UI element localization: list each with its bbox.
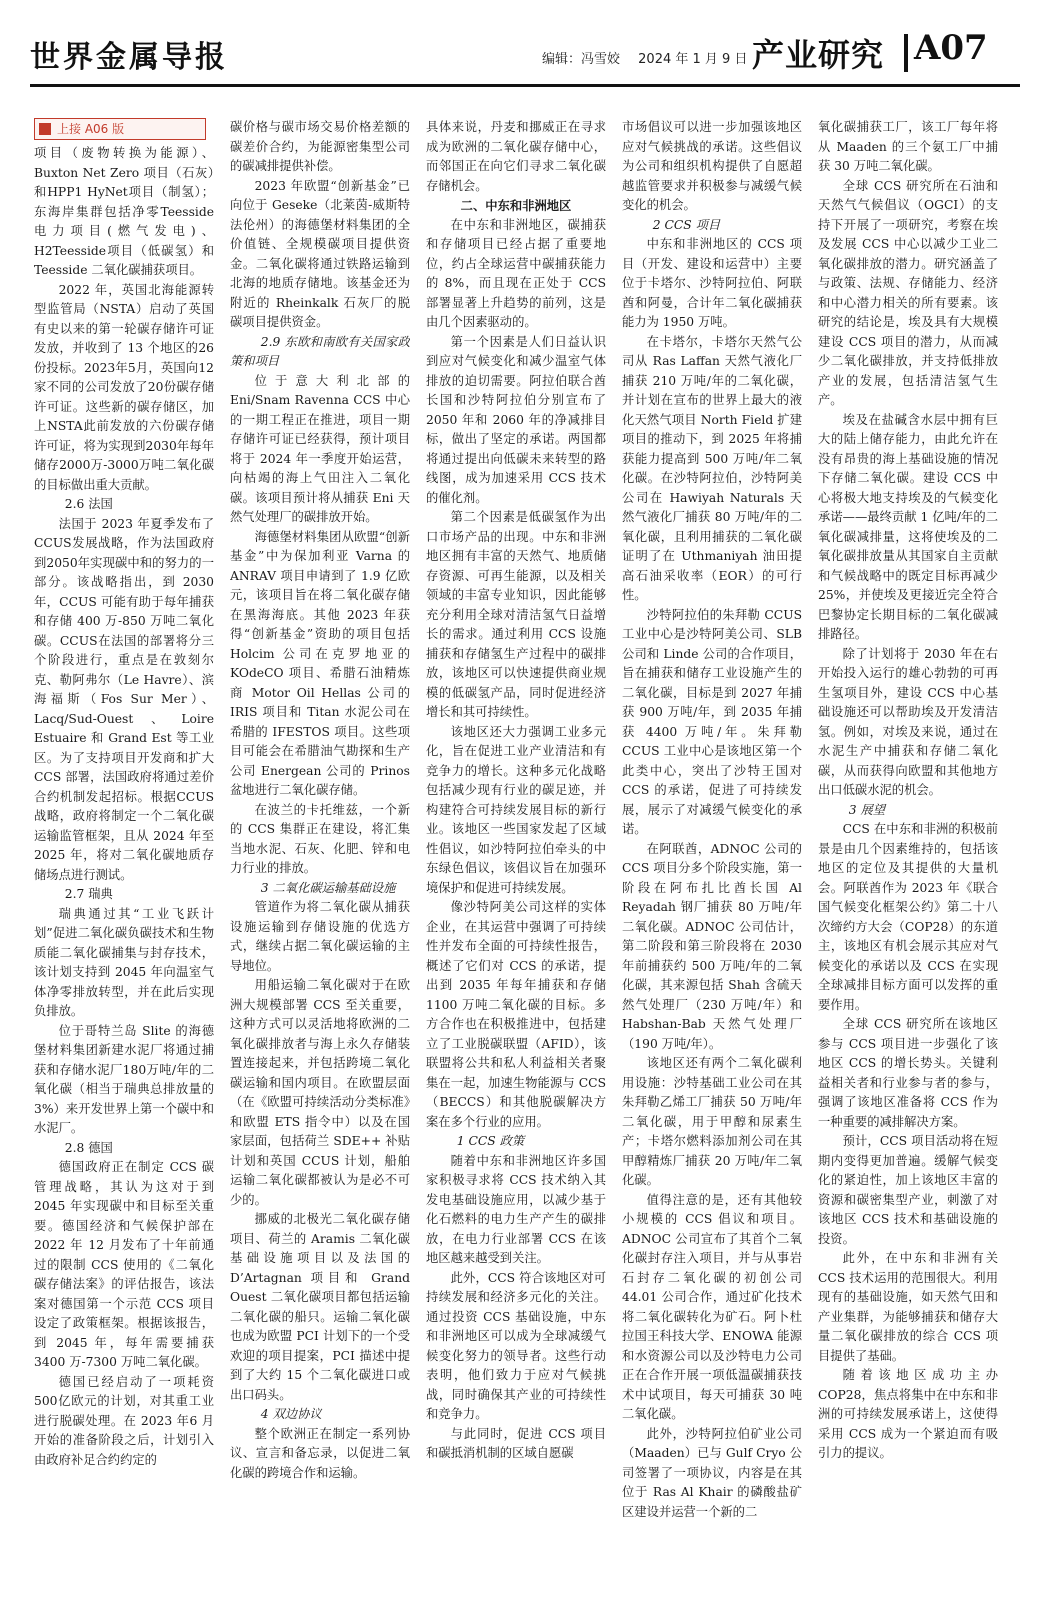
editor-name: 编辑：冯雪姣 [542, 52, 621, 67]
paragraph: 德国政府正在制定 CCS 碳管理战略，其认为这对于到 2045 年实现碳中和目标至关重要。德国经济和气候保护部在 2022 年 12 月发布了十年前通过的限制 CCS 使用的《二氧化碳存储法案》的评估报告，该法案对德国第一个示范 CCS 项目设定了政策框架。根据该报告，到 2045 年，每年需要捕获 3400 万-7300 万吨二氧化碳。 [34, 1160, 214, 1369]
paragraph: 该地区还大力强调工业多元化，旨在促进工业产业清洁和有竞争力的增长。这种多元化战略包括减少现有行业的碳足迹，并构建符合可持续发展目标的新行业。该地区一些国家发起了区域性倡议，如沙特阿拉伯牵头的中东绿色倡议，该倡议旨在加强环境保护和促进可持续发展。 [426, 724, 606, 895]
paragraph: 此外，在中东和非洲有关 CCS 技术运用的范围很大。利用现有的基础设施，如天然气田和产业集群，为能够捕获和储存大量二氧化碳排放的综合 CCS 项目提供了基础。 [818, 1251, 998, 1363]
paragraph: 整个欧洲正在制定一系列协议、宣言和备忘录，以促进二氧化碳的跨境合作和运输。 [230, 1426, 410, 1480]
column-3 [426, 118, 606, 1578]
paragraph: 瑞典通过其“工业飞跃计划”促进二氧化碳负碳技术和生物质能二氧化碳捕集与封存技术，该计划支持到 2045 年向温室气体净零排放转型，并在此后实现负排放。 [34, 906, 214, 1018]
paragraph: 德国已经启动了一项耗资500亿欧元的计划，对其重工业进行脱碳处理。在 2023 年6 月开始的准备阶段之后，计划引入由政府补足合约约定的 [34, 1374, 214, 1467]
column-1 [34, 118, 214, 1578]
newspaper-logo: 世界金属导报 [30, 40, 228, 75]
paragraph: 位于意大利北部的 Eni/Snam Ravenna CCS 中心的一期工程正在推进，项目一期存储许可证已经获得，预计项目将于 2024 年一季度开始运营，向枯竭的海上气田注入二氧化碳。该项目预计将从捕获 Eni 天然气处理厂的碳排放开始。 [230, 373, 410, 524]
paragraph: 位于哥特兰岛 Slite 的海德堡材料集团新建水泥厂将通过捕获和存储水泥厂180万吨/年的二氧化碳（相当于瑞典总排放量的3%）来开发世界上第一个碳中和水泥厂。 [34, 1023, 214, 1135]
paragraph: 挪威的北极光二氧化碳存储项目、荷兰的 Aramis 二氧化碳基础设施项目以及法国的 D’Artagnan 项目和 Grand Ouest 二氧化碳项目都包括运输二氧化碳的船只。运输二氧化碳也成为欧盟 PCI 计划下的一个受欢迎的项目提案，PCI 描述中提到了大约 15 个二氧化碳进口或出口码头。 [230, 1212, 410, 1402]
paragraph: 与此同时，促进 CCS 项目和碳抵消机制的区域自愿碳 [426, 1426, 606, 1460]
paragraph: 值得注意的是，还有其他较小规模的 CCS 倡议和项目。ADNOC 公司宣布了其首个二氧化碳封存注入项目，并与从事岩石封存二氧化碳的初创公司 44.01 公司合作，通过矿化技术将二氧化碳转化为矿石。阿卜杜拉国王科技大学、ENOWA 能源和水资源公司以及沙特电力公司正在合作开展一项低温碳捕获技术中试项目，每天可捕获 30 吨二氧化碳。 [622, 1192, 802, 1421]
section-heading: 2.8 德国 [64, 1140, 113, 1155]
paragraph: 法国于 2023 年夏季发布了CCUS发展战略，作为法国政府到2050年实现碳中和的努力的一部分。该战略指出，到 2030 年，CCUS 可能有助于每年捕获和存储 400 万-850 万吨二氧化碳。CCUS在法国的部署将分三个阶段进行，重点是在敦刻尔克、勒阿弗尔（Le Havre）、滨海福斯（Fos Sur Mer）、Lacq/Sud-Ouest、Loire Estuaire 和 Grand Est 等工业区。为了支持项目开发商和扩大 CCS 部署，法国政府将通过差价合约机制发起招标。根据CCUS战略，政府将制定一个二氧化碳运输监管框架，且从 2024 年至2025 年，将对二氧化碳地质存储场点进行测试。 [34, 516, 214, 882]
paragraph: 具体来说，丹麦和挪威正在寻求成为欧洲的二氧化碳存储中心，而邻国正在向它们寻求二氧化碳存储机会。 [426, 120, 606, 193]
paragraph: 第二个因素是低碳氢作为出口市场产品的出现。中东和非洲地区拥有丰富的天然气、地质储存资源、可再生能源，以及相关领域的丰富专业知识，因此能够充分利用全球对清洁氢气日益增长的需求。通过利用 CCS 设施捕获和存储氢生产过程中的碳排放，该地区可以快速提供商业规模的低碳氢产品，同时促进经济增长和其可持续性。 [426, 510, 606, 719]
paragraph: 该地区还有两个二氧化碳利用设施：沙特基础工业公司在其朱拜勒乙烯工厂捕获 50 万吨/年二氧化碳，用于甲醇和尿素生产；卡塔尔燃料添加剂公司在其甲醇精炼厂捕获 20 万吨/年二氧化碳。 [622, 1056, 802, 1187]
paragraph: 此外，沙特阿拉伯矿业公司（Maaden）已与 Gulf Cryo 公司签署了一项协议，内容是在其位于 Ras Al Khair 的磷酸盐矿区建设并运营一个新的二 [622, 1426, 802, 1519]
paragraph: 此外，CCS 符合该地区对可持续发展和经济多元化的关注。通过投资 CCS 基础设施，中东和非洲地区可以成为全球减缓气候变化努力的领导者。这些行动表明，他们致力于应对气候挑战，同时确保其产业的可持续性和竞争力。 [426, 1270, 606, 1421]
paragraph: 全球 CCS 研究所在该地区参与 CCS 项目进一步强化了该地区 CCS 的增长势头。关键利益相关者和行业参与者的参与，强调了该地区准备将 CCS 作为一种重要的减排解决方案。 [818, 1017, 998, 1129]
section-heading: 2.9 东欧和南欧有关国家政策和项目 [230, 334, 410, 368]
continued-from-tag[interactable] [34, 118, 206, 140]
paragraph: 随着中东和非洲地区许多国家积极寻求将 CCS 技术纳入其发电基础设施应用，以减少基于化石燃料的电力生产产生的碳排放，在电力行业部署 CCS 在该地区越来越受到关注。 [426, 1153, 606, 1265]
paragraph: 2022 年，英国北海能源转型监管局（NSTA）启动了英国有史以来的第一轮碳存储许可证发放，并收到了 13 个地区的26份投标。2023年5月，英国向12家不同的公司发放了20份碳存储许可证。这些新的碳存储区，加上NSTA此前发放的六份碳存储许可证，将为实现到2030年每年储存2000万-3000万吨二氧化碳的目标做出重大贡献。 [34, 282, 214, 492]
editor-line [542, 48, 761, 67]
paragraph: 碳价格与碳市场交易价格差额的碳差价合约，为能源密集型公司的碳减排提供补偿。 [230, 120, 410, 173]
section-heading: 4 双边协议 [260, 1407, 322, 1421]
paragraph: 氧化碳捕获工厂，该工厂每年将从 Maaden 的三个氨工厂中捕获 30 万吨二氧化碳。 [818, 120, 998, 173]
section-heading: 1 CCS 政策 [456, 1134, 525, 1148]
section-heading: 2.6 法国 [64, 497, 113, 511]
continued-marker-icon [39, 123, 51, 135]
paragraph: 项目（废物转换为能源）、Buxton Net Zero 项目（石灰）和HPP1 HyNet项目（制氢）；东海岸集群包括净零Teesside 电力项目(燃气发电)、H2Teesside项目（低碳氢）和Teesside 二氧化碳捕获项目。 [34, 146, 214, 277]
paragraph: 2023 年欧盟“创新基金”已向位于 Geseke（北莱茵-威斯特法伦州）的海德堡材料集团的全价值链、全规模碳项目提供资金。二氧化碳将通过铁路运输到北海的地质存储地。该基金还为附近的 Rheinkalk 石灰厂的脱碳项目提供资金。 [230, 178, 410, 329]
continued-from-label: 上接 A06 版 [57, 122, 125, 136]
issue-date: 2024 年 1 月 9 日 [638, 52, 748, 67]
paragraph: 预计，CCS 项目活动将在短期内变得更加普遍。缓解气候变化的紧迫性，加上该地区丰富的资源和碳密集型产业，刺激了对该地区 CCS 技术和基础设施的投资。 [818, 1134, 998, 1246]
paragraph: 在卡塔尔，卡塔尔天然气公司从 Ras Laffan 天然气液化厂捕获 210 万吨/年的二氧化碳，并计划在宣布的世界上最大的液化天然气项目 North Field 扩建项目的推动下，到 2025 年将捕获能力提高到 500 万吨/年二氧化碳。在沙特阿拉伯，沙特阿美公司在 Hawiyah Naturals 天然气液化厂捕获 80 万吨/年的二氧化碳，且利用捕获的二氧化碳证明了在 Uthmaniyah 油田提高石油采收率（EOR）的可行性。 [622, 334, 802, 602]
paragraph: 管道作为将二氧化碳从捕获设施运输到存储设施的优选方式，继续占据二氧化碳运输的主导地位。 [230, 900, 410, 973]
column-5 [818, 118, 998, 1578]
paragraph: 在中东和非洲地区，碳捕获和存储项目已经占据了重要地位，约占全球运营中碳捕获能力的 8%，而且现在正处于 CCS 部署显著上升趋势的前列，这是由几个因素驱动的。 [426, 217, 606, 329]
column-4 [622, 118, 802, 1578]
paragraph: 像沙特阿美公司这样的实体企业，在其运营中强调了可持续性并发布全面的可持续性报告，概述了它们对 CCS 的承诺，提出到 2035 年每年捕获和存储 1100 万吨二氧化碳的目标。多方合作也在积极推进中，包括建立了工业脱碳联盟（AFID），该联盟将公共和私人利益相关者聚集在一起，加速生物能源与 CCS（BECCS）和其他脱碳解决方案在多个行业的应用。 [426, 900, 606, 1129]
column-2 [230, 118, 410, 1578]
masthead-divider [904, 34, 908, 72]
section-heading: 3 二氧化碳运输基础设施 [260, 880, 396, 895]
paragraph: 海德堡材料集团从欧盟“创新基金”中为保加利亚 Varna 的 ANRAV 项目申请到了 1.9 亿欧元，该项目旨在将二氧化碳存储在黑海海底。其他 2023 年获得“创新基金”资助的项目包括 Holcim 公司在克罗地亚的 KOdeCO 项目、希腊石油精炼商 Motor Oil Hellas 公司的 IRIS 项目和 Titan 水泥公司在希腊的 IFESTOS 项目。这些项目可能会在希腊油气勘探和生产公司 Energean 公司的 Prinos 盆地进行二氧化碳存储。 [230, 529, 410, 797]
article-body [30, 118, 1020, 1578]
section-heading: 3 展望 [848, 802, 886, 817]
paragraph: 市场倡议可以进一步加强该地区应对气候挑战的承诺。这些倡议为公司和组织机构提供了自愿超越监管要求并积极参与减缓气候变化的机会。 [622, 120, 802, 212]
masthead [30, 28, 1020, 78]
section-title: 产业研究 [752, 36, 885, 74]
section-heading: 2 CCS 项目 [652, 217, 721, 232]
paragraph: 中东和非洲地区的 CCS 项目（开发、建设和运营中）主要位于卡塔尔、沙特阿拉伯、阿联酋和阿曼，合计年二氧化碳捕获能力为 1950 万吨。 [622, 237, 802, 329]
paragraph: 第一个因素是人们日益认识到应对气候变化和减少温室气体排放的迫切需要。阿拉伯联合酋长国和沙特阿拉伯分别宣布了 2050 年和 2060 年的净减排目标，做出了坚定的承诺。两国都将通过提出向低碳未来转型的路线图，成为加速采用 CCS 技术的催化剂。 [426, 334, 606, 505]
paragraph: CCS 在中东和非洲的积极前景是由几个因素维持的，包括该地区的定位及其提供的大量机会。阿联酋作为 2023 年《联合国气候变化框架公约》第二十八次缔约方大会（COP28）的东道主，该地区有机会展示其应对气候变化的承诺以及 CCS 在实现全球减排目标方面可以发挥的重要作用。 [818, 822, 998, 1012]
paragraph: 在波兰的卡托维兹，一个新的 CCS 集群正在建设，将汇集当地水泥、石灰、化肥、锌和电力行业的排放。 [230, 802, 410, 875]
paragraph: 沙特阿拉伯的朱拜勒 CCUS 工业中心是沙特阿美公司、SLB 公司和 Linde 公司的合作项目，旨在捕获和储存工业设施产生的二氧化碳，目标是到 2027 年捕获 900 万吨/年，到 2035 年捕获 4400 万吨/年。朱拜勒 CCUS 工业中心是该地区第一个此类中心，突出了沙特王国对 CCS 的承诺，促进了可持续发展，展示了对减缓气候变化的承诺。 [622, 607, 802, 836]
paragraph: 在阿联酋，ADNOC 公司的 CCS 项目分多个阶段实施，第一阶段在阿布扎比酋长国 Al Reyadah 钢厂捕获 80 万吨/年二氧化碳。ADNOC 公司估计，第二阶段和第三阶段将在 2030 年前捕获约 500 万吨/年的二氧化碳，其来源包括 Shah 含硫天然气处理厂（230 万吨/年）和 Habshan-Bab 天然气处理厂（190 万吨/年）。 [622, 841, 802, 1051]
paragraph: 用船运输二氧化碳对于在欧洲大规模部署 CCS 至关重要，这种方式可以灵活地将欧洲的二氧化碳排放者与海上永久存储装置连接起来，并包括跨境二氧化碳运输和国内项目。在欧盟层面（在《欧盟可持续活动分类标准》和欧盟 ETS 指令中）以及在国家层面，包括荷兰 SDE++ 补贴计划和英国 CCUS 计划，船舶运输二氧化碳都被认为是必不可少的。 [230, 978, 410, 1207]
paragraph: 全球 CCS 研究所在石油和天然气气候倡议（OGCI）的支持下开展了一项研究，考察在埃及发展 CCS 中心以减少工业二氧化碳排放的潜力。研究涵盖了与政策、法规、存储能力、经济和中心潜力相关的所有要素。该研究的结论是，埃及具有大规模建设 CCS 项目的潜力，从而减少二氧化碳排放，并支持低排放产业的发展，包括清洁氢气生产。 [818, 178, 998, 407]
paragraph: 除了计划将于 2030 年在右开始投入运行的雄心勃勃的可再生氢项目外，建设 CCS 中心基础设施还可以帮助埃及开发清洁氢。例如，对埃及来说，通过在水泥生产中捕获和存储二氧化碳，从而获得向欧盟和其他地方出口低碳水泥的机会。 [818, 646, 998, 797]
header-rule [30, 84, 1020, 87]
section-heading: 二、中东和非洲地区 [460, 198, 572, 213]
paragraph: 埃及在盐碱含水层中拥有巨大的陆上储存能力，由此允许在没有昂贵的海上基础设施的情况下存储二氧化碳。建设 CCS 中心将极大地支持埃及的气候变化承诺——最终贡献 1 亿吨/年的二氧化碳减排量，这将使埃及的二氧化碳排放量从其国家自主贡献和气候战略中的既定目标再减少 25%，并使埃及更接近完全符合巴黎协定长期目标的二氧化碳减排路径。 [818, 412, 998, 641]
page-number: A07 [914, 28, 988, 68]
section-heading: 2.7 瑞典 [64, 887, 113, 901]
paragraph: 随着该地区成功主办 COP28，焦点将集中在中东和非洲的可持续发展承诺上，这使得采用 CCS 成为一个紧迫而有吸引力的提议。 [818, 1368, 998, 1460]
